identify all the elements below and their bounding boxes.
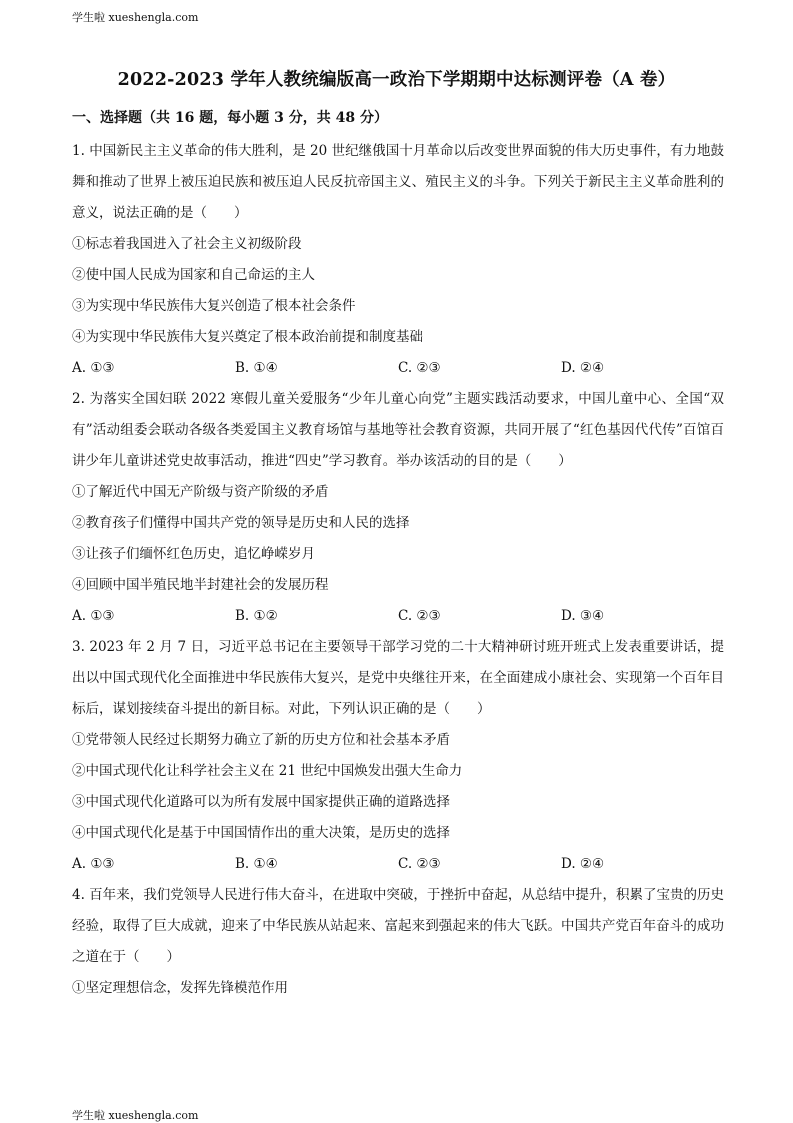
statement-option: ④中国式现代化是基于中国国情作出的重大决策，是历史的选择	[72, 825, 450, 841]
question-list	[72, 136, 724, 1004]
statement-option: ③为实现中华民族伟大复兴创造了根本社会条件	[72, 298, 356, 314]
choice-b: B. ①②	[235, 608, 278, 624]
exam-title: 2022-2023 学年人教统编版高一政治下学期期中达标测评卷（A 卷）	[117, 70, 676, 90]
statement-option: ④为实现中华民族伟大复兴奠定了根本政治前提和制度基础	[72, 329, 423, 345]
choice-a: A. ①③	[72, 608, 115, 624]
statement-option: ②中国式现代化让科学社会主义在 21 世纪中国焕发出强大生命力	[72, 763, 463, 779]
question-2	[72, 384, 724, 632]
answer-choices	[72, 601, 724, 632]
page-header: 学生啦 xueshengla.com	[72, 11, 199, 24]
choice-d: D. ②④	[561, 856, 605, 872]
choice-b: B. ①④	[235, 360, 278, 376]
question-1	[72, 136, 724, 384]
statement-option: ④回顾中国半殖民地半封建社会的发展历程	[72, 577, 329, 593]
statement-option: ③中国式现代化道路可以为所有发展中国家提供正确的道路选择	[72, 794, 450, 810]
statement-option: ①党带领人民经过长期努力确立了新的历史方位和社会基本矛盾	[72, 732, 450, 748]
question-stem: 4. 百年来，我们党领导人民进行伟大奋斗，在进取中突破，于挫折中奋起，从总结中提升，积累了宝贵的历史经验，取得了巨大成就，迎来了中华民族从站起来、富起来到强起来的伟大飞跃。中国共产党百年奋斗的成功之道在于（ ）	[72, 887, 724, 965]
statement-option: ③让孩子们缅怀红色历史，追忆峥嵘岁月	[72, 546, 315, 562]
choice-c: C. ②③	[398, 608, 441, 624]
question-stem: 3. 2023 年 2 月 7 日，习近平总书记在主要领导干部学习党的二十大精神研讨班开班式上发表重要讲话，提出以中国式现代化全面推进中华民族伟大复兴，是党中央继往开来，在全面建成小康社会、实现第一个百年目标后，谋划接续奋斗提出的新目标。对此，下列认识正确的是（ ）	[72, 639, 724, 717]
choice-c: C. ②③	[398, 360, 441, 376]
question-stem: 1. 中国新民主主义革命的伟大胜利，是 20 世纪继俄国十月革命以后改变世界面貌的伟大历史事件，有力地鼓舞和推动了世界上被压迫民族和被压迫人民反抗帝国主义、殖民主义的斗争。下列关于新民主主义革命胜利的意义，说法正确的是（ ）	[72, 143, 724, 221]
answer-choices	[72, 353, 724, 384]
page-footer: 学生啦 xueshengla.com	[72, 1109, 199, 1122]
statement-option: ①了解近代中国无产阶级与资产阶级的矛盾	[72, 484, 329, 500]
statement-option: ②教育孩子们懂得中国共产党的领导是历史和人民的选择	[72, 515, 410, 531]
choice-a: A. ①③	[72, 360, 115, 376]
question-4	[72, 880, 724, 1004]
choice-d: D. ③④	[561, 608, 605, 624]
answer-choices	[72, 849, 724, 880]
choice-d: D. ②④	[561, 360, 605, 376]
statement-option: ①坚定理想信念，发挥先锋模范作用	[72, 980, 288, 996]
question-stem: 2. 为落实全国妇联 2022 寒假儿童关爱服务“少年儿童心向党”主题实践活动要求，中国儿童中心、全国“双有”活动组委会联动各级各类爱国主义教育场馆与基地等社会教育资源，共同开展了“红色基因代代传”百馆百讲少年儿童讲述党史故事活动，推进“四史”学习教育。举办该活动的目的是（ ）	[72, 391, 724, 469]
statement-option: ②使中国人民成为国家和自己命运的主人	[72, 267, 315, 283]
choice-b: B. ①④	[235, 856, 278, 872]
choice-a: A. ①③	[72, 856, 115, 872]
question-3	[72, 632, 724, 880]
choice-c: C. ②③	[398, 856, 441, 872]
statement-option: ①标志着我国进入了社会主义初级阶段	[72, 236, 302, 252]
section-heading: 一、选择题（共 16 题，每小题 3 分，共 48 分）	[72, 110, 388, 126]
